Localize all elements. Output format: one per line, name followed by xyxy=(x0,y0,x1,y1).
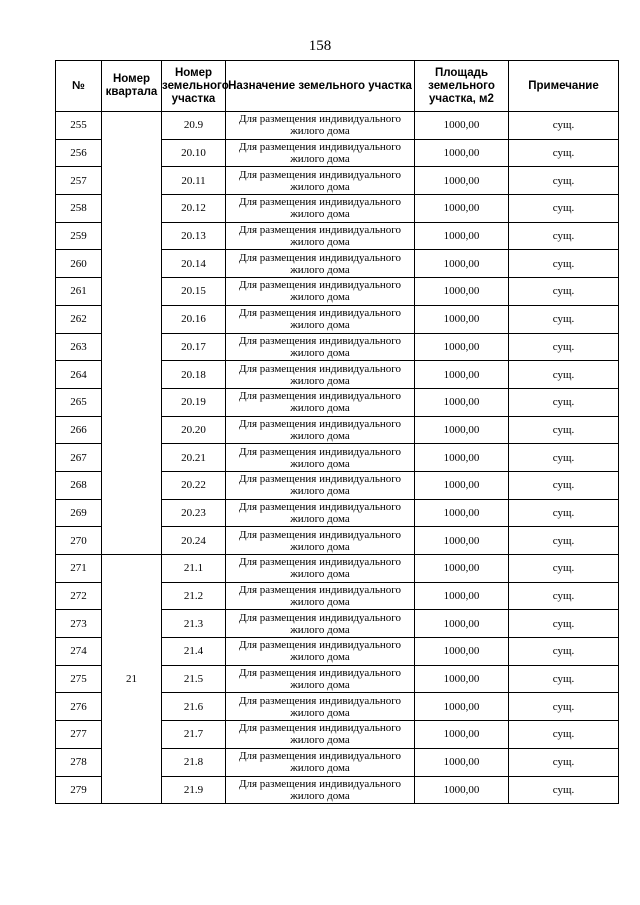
land-plots-table xyxy=(55,60,619,804)
cell-note: сущ. xyxy=(509,250,619,278)
cell-note: сущ. xyxy=(509,278,619,306)
cell-num: 255 xyxy=(56,112,102,140)
cell-purpose: Для размещения индивидуального жилого дома xyxy=(226,167,415,195)
cell-area: 1000,00 xyxy=(415,139,509,167)
cell-plot: 21.9 xyxy=(162,776,226,804)
cell-note: сущ. xyxy=(509,139,619,167)
cell-num: 279 xyxy=(56,776,102,804)
cell-note: сущ. xyxy=(509,195,619,223)
cell-area: 1000,00 xyxy=(415,250,509,278)
cell-area: 1000,00 xyxy=(415,167,509,195)
cell-note: сущ. xyxy=(509,305,619,333)
cell-plot: 20.18 xyxy=(162,361,226,389)
header-plot: Номер земельного участка xyxy=(162,61,226,112)
cell-note: сущ. xyxy=(509,610,619,638)
cell-note: сущ. xyxy=(509,167,619,195)
cell-area: 1000,00 xyxy=(415,278,509,306)
cell-area: 1000,00 xyxy=(415,582,509,610)
cell-plot: 20.12 xyxy=(162,195,226,223)
cell-area: 1000,00 xyxy=(415,361,509,389)
cell-num: 278 xyxy=(56,748,102,776)
cell-purpose: Для размещения индивидуального жилого дома xyxy=(226,582,415,610)
cell-num: 257 xyxy=(56,167,102,195)
cell-area: 1000,00 xyxy=(415,112,509,140)
cell-note: сущ. xyxy=(509,555,619,583)
cell-purpose: Для размещения индивидуального жилого дома xyxy=(226,139,415,167)
cell-num: 263 xyxy=(56,333,102,361)
cell-area: 1000,00 xyxy=(415,638,509,666)
cell-purpose: Для размещения индивидуального жилого дома xyxy=(226,250,415,278)
header-note: Примечание xyxy=(509,61,619,112)
table-row xyxy=(56,555,619,583)
cell-purpose: Для размещения индивидуального жилого дома xyxy=(226,776,415,804)
cell-area: 1000,00 xyxy=(415,471,509,499)
cell-num: 265 xyxy=(56,388,102,416)
cell-num: 273 xyxy=(56,610,102,638)
cell-purpose: Для размещения индивидуального жилого дома xyxy=(226,527,415,555)
cell-num: 261 xyxy=(56,278,102,306)
cell-purpose: Для размещения индивидуального жилого дома xyxy=(226,278,415,306)
cell-plot: 21.7 xyxy=(162,721,226,749)
cell-note: сущ. xyxy=(509,776,619,804)
cell-note: сущ. xyxy=(509,471,619,499)
cell-note: сущ. xyxy=(509,222,619,250)
cell-plot: 20.11 xyxy=(162,167,226,195)
cell-purpose: Для размещения индивидуального жилого дома xyxy=(226,222,415,250)
table-header xyxy=(56,61,619,112)
cell-area: 1000,00 xyxy=(415,748,509,776)
cell-plot: 20.13 xyxy=(162,222,226,250)
cell-area: 1000,00 xyxy=(415,610,509,638)
cell-plot: 20.9 xyxy=(162,112,226,140)
cell-num: 262 xyxy=(56,305,102,333)
cell-plot: 20.22 xyxy=(162,471,226,499)
cell-area: 1000,00 xyxy=(415,499,509,527)
cell-num: 259 xyxy=(56,222,102,250)
cell-num: 271 xyxy=(56,555,102,583)
cell-num: 260 xyxy=(56,250,102,278)
cell-purpose: Для размещения индивидуального жилого дома xyxy=(226,388,415,416)
cell-purpose: Для размещения индивидуального жилого дома xyxy=(226,416,415,444)
cell-note: сущ. xyxy=(509,444,619,472)
cell-plot: 21.4 xyxy=(162,638,226,666)
cell-plot: 20.23 xyxy=(162,499,226,527)
cell-area: 1000,00 xyxy=(415,527,509,555)
table-row xyxy=(56,112,619,140)
cell-num: 269 xyxy=(56,499,102,527)
cell-purpose: Для размещения индивидуального жилого дома xyxy=(226,112,415,140)
cell-plot: 21.6 xyxy=(162,693,226,721)
cell-purpose: Для размещения индивидуального жилого дома xyxy=(226,195,415,223)
header-num: № xyxy=(56,61,102,112)
cell-num: 275 xyxy=(56,665,102,693)
cell-plot: 20.14 xyxy=(162,250,226,278)
header-purpose: Назначение земельного участка xyxy=(226,61,415,112)
cell-plot: 20.20 xyxy=(162,416,226,444)
cell-plot: 20.17 xyxy=(162,333,226,361)
cell-num: 267 xyxy=(56,444,102,472)
cell-num: 274 xyxy=(56,638,102,666)
table-body xyxy=(56,112,619,804)
cell-note: сущ. xyxy=(509,527,619,555)
cell-note: сущ. xyxy=(509,388,619,416)
cell-purpose: Для размещения индивидуального жилого дома xyxy=(226,721,415,749)
header-kvartal: Номер квартала xyxy=(102,61,162,112)
cell-note: сущ. xyxy=(509,638,619,666)
cell-kvartal xyxy=(102,112,162,555)
cell-plot: 20.24 xyxy=(162,527,226,555)
cell-purpose: Для размещения индивидуального жилого дома xyxy=(226,333,415,361)
cell-plot: 21.8 xyxy=(162,748,226,776)
cell-note: сущ. xyxy=(509,361,619,389)
cell-num: 266 xyxy=(56,416,102,444)
cell-purpose: Для размещения индивидуального жилого дома xyxy=(226,638,415,666)
cell-plot: 20.21 xyxy=(162,444,226,472)
cell-num: 256 xyxy=(56,139,102,167)
cell-area: 1000,00 xyxy=(415,388,509,416)
cell-area: 1000,00 xyxy=(415,222,509,250)
cell-note: сущ. xyxy=(509,333,619,361)
cell-kvartal: 21 xyxy=(102,555,162,804)
cell-purpose: Для размещения индивидуального жилого дома xyxy=(226,555,415,583)
cell-purpose: Для размещения индивидуального жилого дома xyxy=(226,693,415,721)
cell-plot: 21.2 xyxy=(162,582,226,610)
cell-num: 276 xyxy=(56,693,102,721)
cell-purpose: Для размещения индивидуального жилого дома xyxy=(226,499,415,527)
cell-note: сущ. xyxy=(509,693,619,721)
cell-area: 1000,00 xyxy=(415,776,509,804)
cell-purpose: Для размещения индивидуального жилого дома xyxy=(226,610,415,638)
cell-area: 1000,00 xyxy=(415,333,509,361)
cell-num: 277 xyxy=(56,721,102,749)
cell-plot: 20.10 xyxy=(162,139,226,167)
cell-note: сущ. xyxy=(509,665,619,693)
cell-area: 1000,00 xyxy=(415,444,509,472)
cell-note: сущ. xyxy=(509,748,619,776)
cell-num: 268 xyxy=(56,471,102,499)
cell-note: сущ. xyxy=(509,582,619,610)
cell-plot: 20.19 xyxy=(162,388,226,416)
cell-num: 272 xyxy=(56,582,102,610)
cell-area: 1000,00 xyxy=(415,693,509,721)
cell-plot: 21.3 xyxy=(162,610,226,638)
cell-num: 258 xyxy=(56,195,102,223)
cell-num: 270 xyxy=(56,527,102,555)
cell-area: 1000,00 xyxy=(415,305,509,333)
cell-area: 1000,00 xyxy=(415,555,509,583)
cell-note: сущ. xyxy=(509,499,619,527)
cell-purpose: Для размещения индивидуального жилого дома xyxy=(226,748,415,776)
cell-purpose: Для размещения индивидуального жилого дома xyxy=(226,361,415,389)
cell-purpose: Для размещения индивидуального жилого дома xyxy=(226,444,415,472)
header-area: Площадь земельного участка, м2 xyxy=(415,61,509,112)
cell-area: 1000,00 xyxy=(415,416,509,444)
cell-plot: 20.16 xyxy=(162,305,226,333)
cell-note: сущ. xyxy=(509,112,619,140)
cell-num: 264 xyxy=(56,361,102,389)
cell-plot: 21.1 xyxy=(162,555,226,583)
cell-note: сущ. xyxy=(509,416,619,444)
cell-area: 1000,00 xyxy=(415,665,509,693)
page-number: 158 xyxy=(308,38,332,54)
cell-purpose: Для размещения индивидуального жилого дома xyxy=(226,471,415,499)
cell-area: 1000,00 xyxy=(415,721,509,749)
cell-plot: 21.5 xyxy=(162,665,226,693)
cell-area: 1000,00 xyxy=(415,195,509,223)
cell-purpose: Для размещения индивидуального жилого дома xyxy=(226,665,415,693)
cell-note: сущ. xyxy=(509,721,619,749)
header-row xyxy=(56,61,619,112)
cell-purpose: Для размещения индивидуального жилого дома xyxy=(226,305,415,333)
cell-plot: 20.15 xyxy=(162,278,226,306)
